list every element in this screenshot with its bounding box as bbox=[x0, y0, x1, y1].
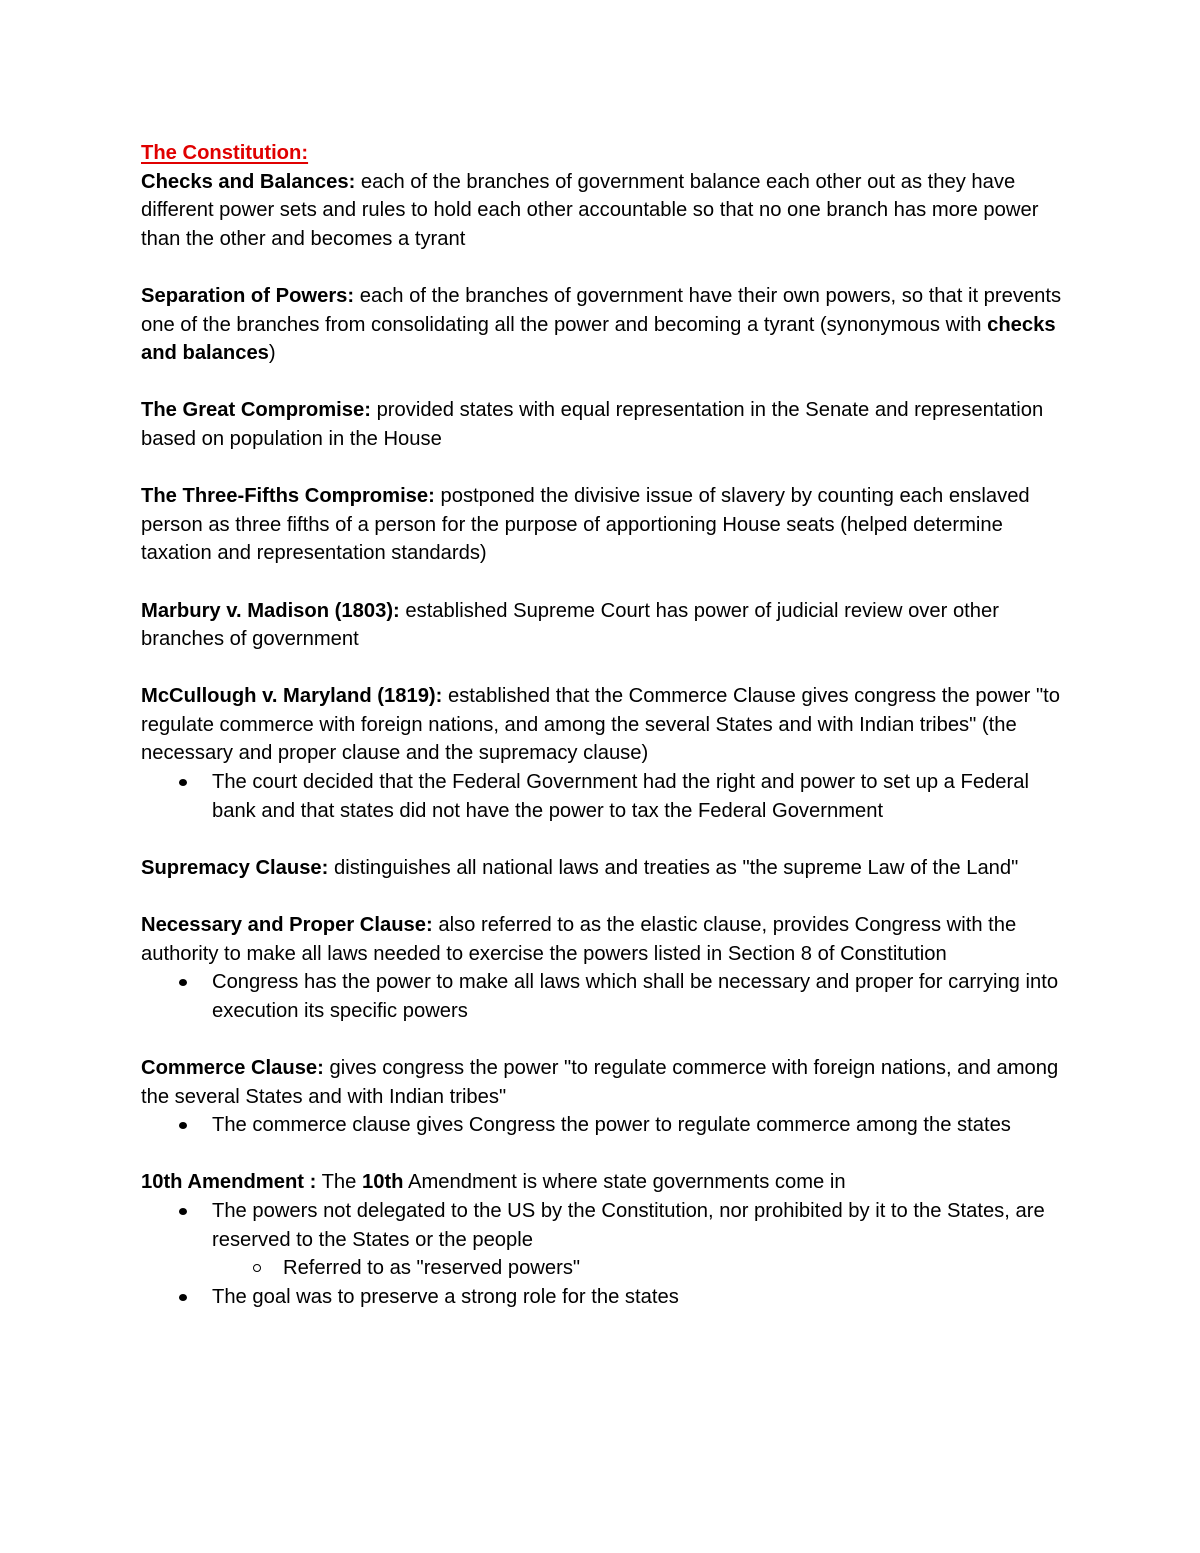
definition-checks-and-balances: each of the branches of government balance each other out as they have different power sets and rules to hold each other accountable so that no one branch has more power than the other and becomes a tyrant bbox=[141, 170, 1039, 250]
definition-separation-of-powers: each of the branches of government have their own powers, so that it prevents one of the branches from consolidating all the power and becoming a tyrant (synonymous with bbox=[141, 284, 1062, 336]
definition-supremacy-clause: distinguishes all national laws and treaties as "the supreme Law of the Land" bbox=[328, 856, 1019, 879]
term-three-fifths-compromise: The Three-Fifths Compromise: bbox=[141, 485, 435, 508]
term-supremacy-clause: Supremacy Clause: bbox=[141, 856, 329, 879]
term-marbury-v-madison: Marbury v. Madison (1803): bbox=[141, 599, 400, 622]
document-page bbox=[141, 139, 1066, 1340]
section-10th-amendment bbox=[141, 1168, 1066, 1311]
document-title: The Constitution: bbox=[141, 142, 309, 164]
list-item: Congress has the power to make all laws which shall be necessary and proper for carrying into execution its specific powers bbox=[141, 968, 1066, 1025]
bullet-list bbox=[141, 768, 1066, 825]
section-three-fifths-compromise bbox=[141, 482, 1066, 568]
closing-paren: ) bbox=[268, 342, 276, 365]
section-supremacy-clause bbox=[141, 854, 1066, 883]
section-marbury-v-madison bbox=[141, 597, 1066, 654]
section-commerce-clause bbox=[141, 1054, 1066, 1140]
section-mcculloch-v-maryland bbox=[141, 682, 1066, 825]
emphasis-10th: 10th bbox=[362, 1171, 404, 1194]
term-mcculloch-v-maryland: McCullough v. Maryland (1819): bbox=[141, 685, 443, 708]
list-item: The commerce clause gives Congress the power to regulate commerce among the states bbox=[141, 1111, 1066, 1140]
definition-commerce-clause: gives congress the power "to regulate commerce with foreign nations, and among the several States and with Indian tribes" bbox=[141, 1057, 1059, 1108]
list-item: The goal was to preserve a strong role for the states bbox=[141, 1283, 1066, 1312]
bullet-list bbox=[141, 968, 1066, 1025]
definition-great-compromise: provided states with equal representation in the Senate and representation based on population in the House bbox=[141, 399, 1044, 450]
term-great-compromise: The Great Compromise: bbox=[141, 399, 371, 422]
definition-necessary-and-proper-clause: also referred to as the elastic clause, provides Congress with the authority to make all laws needed to exercise the powers listed in Section 8 of Constitution bbox=[141, 914, 1017, 965]
list-item: The court decided that the Federal Government had the right and power to set up a Federal bank and that states did not have the power to tax the Federal Government bbox=[141, 768, 1066, 825]
sub-bullet-list bbox=[212, 1254, 1066, 1283]
bullet-list bbox=[141, 1197, 1066, 1311]
list-item bbox=[141, 1197, 1066, 1283]
term-separation-of-powers: Separation of Powers: bbox=[141, 284, 355, 307]
term-necessary-and-proper-clause: Necessary and Proper Clause: bbox=[141, 914, 433, 937]
section-great-compromise bbox=[141, 396, 1066, 453]
list-item-text: The powers not delegated to the US by the Constitution, nor prohibited by it to the States, are reserved to the States or the people bbox=[212, 1199, 1045, 1251]
emphasis-checks-and-balances: checks and balances bbox=[141, 313, 1056, 365]
definition-10th-amendment-end: Amendment is where state governments come in bbox=[403, 1171, 846, 1194]
term-checks-and-balances: Checks and Balances: bbox=[141, 170, 356, 193]
definition-three-fifths-compromise: postponed the divisive issue of slavery by counting each enslaved person as three fifths of a person for the purpose of apportioning House seats (helped determine taxation and representation standards) bbox=[141, 485, 1030, 565]
term-commerce-clause: Commerce Clause: bbox=[141, 1057, 324, 1079]
section-checks-and-balances bbox=[141, 168, 1066, 254]
definition-marbury-v-madison: established Supreme Court has power of judicial review over other branches of government bbox=[141, 599, 999, 651]
sub-list-item: Referred to as "reserved powers" bbox=[212, 1254, 1066, 1283]
definition-mcculloch-v-maryland: established that the Commerce Clause gives congress the power "to regulate commerce with foreign nations, and among the several States and with Indian tribes" (the necessary and proper clause and the supremacy clause) bbox=[141, 685, 1060, 765]
definition-10th-amendment-start: The bbox=[316, 1171, 362, 1194]
bullet-list bbox=[141, 1111, 1066, 1140]
section-necessary-and-proper-clause bbox=[141, 911, 1066, 1025]
term-10th-amendment: 10th Amendment : bbox=[141, 1171, 317, 1194]
section-separation-of-powers bbox=[141, 282, 1066, 368]
